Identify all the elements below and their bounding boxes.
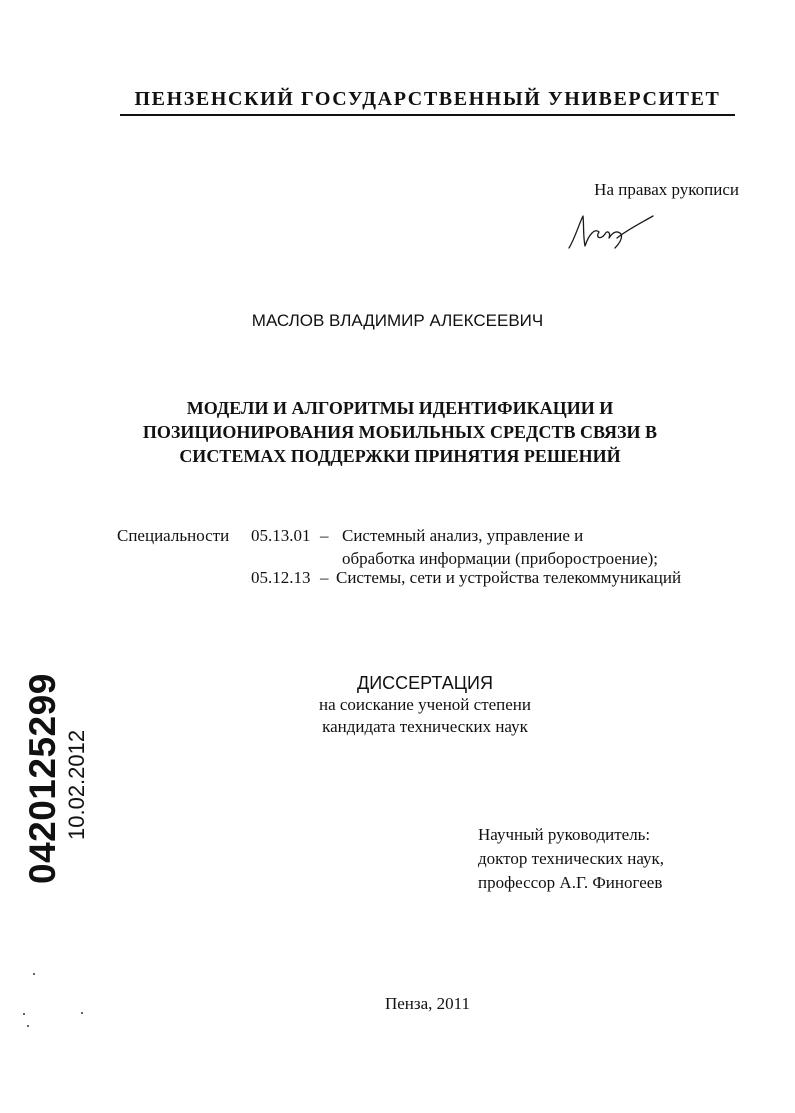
signature [565, 208, 655, 256]
university-name: ПЕНЗЕНСКИЙ ГОСУДАРСТВЕННЫЙ УНИВЕРСИТЕТ [120, 88, 735, 116]
scan-speck [33, 973, 35, 975]
supervisor-name: профессор А.Г. Финогеев [478, 873, 663, 892]
specialty-code: 05.12.13 [251, 568, 311, 587]
specialty-description: обработка информации (приборостроение); [342, 549, 659, 568]
scan-speck [27, 1025, 29, 1027]
supervisor-degree: доктор технических наук, [478, 849, 665, 868]
scan-speck [23, 1013, 25, 1015]
manuscript-note: На правах рукописи [594, 180, 739, 199]
scan-speck [81, 1012, 83, 1014]
title-line: МОДЕЛИ И АЛГОРИТМЫ ИДЕНТИФИКАЦИИ И [186, 398, 614, 418]
specialties-label: Специальности [117, 526, 230, 545]
degree-line: на соискание ученой степени [318, 695, 532, 714]
supervisor-block [478, 823, 664, 895]
specialty-code: 05.13.01 [251, 526, 311, 545]
dissertation-block [0, 672, 795, 738]
library-stamp-number: 0420125299 [22, 673, 63, 884]
specialty-description: Системный анализ, управление и [342, 526, 584, 545]
author-name: МАСЛОВ ВЛАДИМИР АЛЕКСЕЕВИЧ [251, 311, 544, 330]
dissertation-heading: ДИССЕРТАЦИЯ [357, 673, 493, 693]
title-line: ПОЗИЦИОНИРОВАНИЯ МОБИЛЬНЫХ СРЕДСТВ СВЯЗИ В [142, 422, 658, 442]
degree-line: кандидата технических наук [322, 717, 528, 736]
dissertation-title [110, 396, 690, 468]
library-stamp-date: 10.02.2012 [64, 729, 89, 840]
specialty-dash: – [320, 526, 329, 545]
supervisor-label: Научный руководитель: [478, 825, 651, 844]
title-line: СИСТЕМАХ ПОДДЕРЖКИ ПРИНЯТИЯ РЕШЕНИЙ [179, 446, 621, 466]
city-year: Пенза, 2011 [384, 994, 471, 1013]
specialty-dash: – [320, 568, 329, 587]
specialty-description: Системы, сети и устройства телекоммуникаций [336, 568, 682, 587]
